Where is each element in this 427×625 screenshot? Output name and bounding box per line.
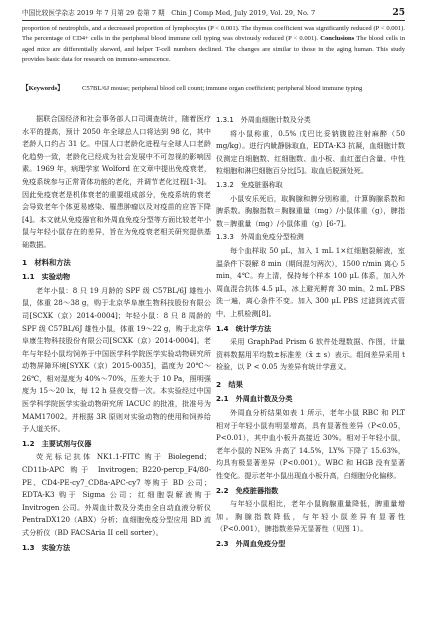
keywords-text: C57BL/6J mouse; peripheral blood cell count; immune organ coefficient; peripheral blood immune typing	[82, 85, 363, 92]
journal-citation: 中国比较医学杂志 2019 年 7 月第 29 卷第 7 期 Chin J Comp Med, July 2019, Vol. 29, No. 7	[22, 9, 316, 17]
intro-paragraph: 据联合国经济和社会事务部人口司调查统计，随着医疗水平的提高，预计 2050 年全球总人口将达到 98 亿，其中老龄人口约占 31 亿。中国人口老龄化进程与全球人口老龄化趋势一致，老龄化已经成为社会发展中不可忽视的影响因素。1969 年，病理学家 Wolford 在文章中提出免疫衰老，免疫系统参与正常背体功能的老化，并调节老化过程[1-3]。因此免疫衰老是机体衰老的重要组成部分，免疫系统的衰老会导致老年个体更易感染、罹患肿瘤以及对疫苗的应答下降[4]。本文就从免疫器官和外周血免疫分型等方面比较老年小鼠与年轻小鼠存在的差异，旨在为免疫衰老相关研究提供基础数据。	[22, 114, 211, 249]
conclusions-label: Conclusions	[320, 35, 355, 43]
right-column	[216, 113, 405, 552]
paragraph-2-2: 与年轻小鼠相比，老年小鼠胸腺重量降低，脾重量增加。胸腺指数降低，与年轻小鼠差异有显著性（P<0.001），脾指数差异无显著性（见图 1）。	[216, 499, 405, 534]
keywords-label: 【Keywords】	[22, 85, 64, 92]
paragraph-1-1: 老年小鼠：8 只 19 月龄的 SPF 级 C57BL/6J 雄性小鼠，体重 28～38 g，购于北京华阜康生物科技股份有限公司[SCXK（京）2014-0004]；年轻小鼠：8 只 8 周龄的 SPF 级 C57BL/6J 雄性小鼠，体重 19～22 g，购于北京华阜康生物科技股份有限公司[SCXK（京）2014-0004]。老年与年轻小鼠均饲养于中国医学科学院医学实验动物研究所动物屏障环境[SYXK（京）2015-0035]，温度为 20℃～26℃，相对湿度为 40%～70%，压差大于 10 Pa，照明强度为 15～20 lx，每 12 h 昼夜交替一次。本实验经过中国医学科学院医学实验动物研究所 IACUC 的批准，批准号为 MAM17002。并根据 3R 原则对实验动物的使用和饲养给予人道关怀。	[22, 285, 211, 434]
heading-1-3: 1.3 实验方法	[22, 542, 71, 552]
heading-2-1: 2.1 外周血计数及分类	[216, 394, 293, 404]
running-header	[22, 6, 405, 21]
english-abstract	[22, 24, 405, 65]
section-results: 2 结果	[216, 379, 243, 389]
left-column	[22, 113, 211, 555]
heading-1-4: 1.4 统计学方法	[216, 323, 272, 333]
abstract-conclusions-text: The blood cells in aged mice are differentially skewed, and helper T-cell numbers declined. The changes are similar to those in the aging human. This study provides basic data for research on immuno-senescence.	[22, 35, 405, 63]
page-number: 25	[392, 8, 405, 18]
heading-1-3-1: 1.3.1 外周血细胞计数及分类	[216, 116, 311, 124]
heading-2-2: 2.2 免疫脏器指数	[216, 485, 279, 495]
heading-1-2: 1.2 主要试剂与仪器	[22, 438, 92, 448]
abstract-results-text: proportion of neutrophils, and a decreased proportion of lymphocytes (P < 0.001). The thymus coefficient was significantly reduced (P < 0.001). The percentage of CD4+ cells in the peripheral blood immune cell typing was obviously reduced (P < 0.001).	[22, 25, 405, 43]
heading-1-1: 1.1 实验动物	[22, 272, 71, 282]
heading-1-3-2: 1.3.2 免疫脏器称取	[216, 180, 283, 189]
paragraph-1-3-2: 小鼠安乐死后，取胸腺和脾分别称重，计算胸腺系数和脾系数。胸腺指数＝胸腺重量（mg）/小鼠体重（g），脾指数＝脾重量（mg）/小鼠体重（g）[6-7]。	[216, 193, 405, 228]
paragraph-1-3-3: 每个血样取 50 μL，加入 1 mL 1×红细胞裂解液，室温条件下裂解 8 min（期间混匀两次），1500 r/min 离心 5 min，4℃。弃上清，保持每个样本 100 μL 体系，加入外周血混合抗体 4.5 μL，冰上避光孵育 30 min。2 mL PBS 洗一遍，离心条件不变。加入 300 μL PBS 过滤到流式管中，上机检测[8]。	[216, 245, 405, 318]
paragraph-1-3-1: 将小鼠称重，0.5% 戊巴比妥钠腹腔注射麻醉（50 mg/kg）。进行内眦静脉取血，EDTA-K3 抗凝，血细胞计数仪测定白细胞数、红细胞数、血小板、血红蛋白含量、中性粒细胞和淋巴细胞百分比[5]。取血后脱颈处死。	[216, 128, 405, 176]
paragraph-2-1: 外周血分析结果如表 1 所示，老年小鼠 RBC 和 PLT 相对于年轻小鼠有明显增高，具有显著性差异（P<0.05，P<0.01），其中血小板升高接近 30%。相对于年轻小鼠，老年小鼠的 NE% 升高了 14.5%，LY% 下降了 15.63%，均具有极显著差异（P<0.001）。WBC 和 HGB 没有显著性变化。提示老年小鼠出现血小板升高，白细胞分化偏移。	[216, 408, 405, 481]
heading-1-3-3: 1.3.3 外周血免疫分型检测	[216, 233, 304, 242]
section-materials-methods: 1 材料和方法	[22, 257, 71, 267]
paragraph-1-4: 采用 GraphPad Prism 6 软件处理数据、作图，计量资料数据用平均数±标准差（x̄ ± s）表示。组间差异采用 t 检验，以 P < 0.05 为差异有统计学意义。	[216, 337, 405, 372]
paragraph-1-2: 荧光标记抗体 NK1.1-FITC 购于 Biolegend；CD11b-APC 购于 Invitrogen；B220-percp_F4/80-PE、CD4-PE-cy7_CD8a-APC-cy7 等购于 BD 公司；EDTA-K3 购于 Sigma 公司；红细胞裂解液购于 Invitrogen 公司。外周血计数及分类由全自动血液分析仪 PentraDX120（ABX）分析；血细胞免疫分型应用 BD 流式分析仪（BD FACSAria II cell sorter）。	[22, 452, 211, 537]
heading-2-3: 2.3 外周血免疫分型	[216, 539, 286, 548]
